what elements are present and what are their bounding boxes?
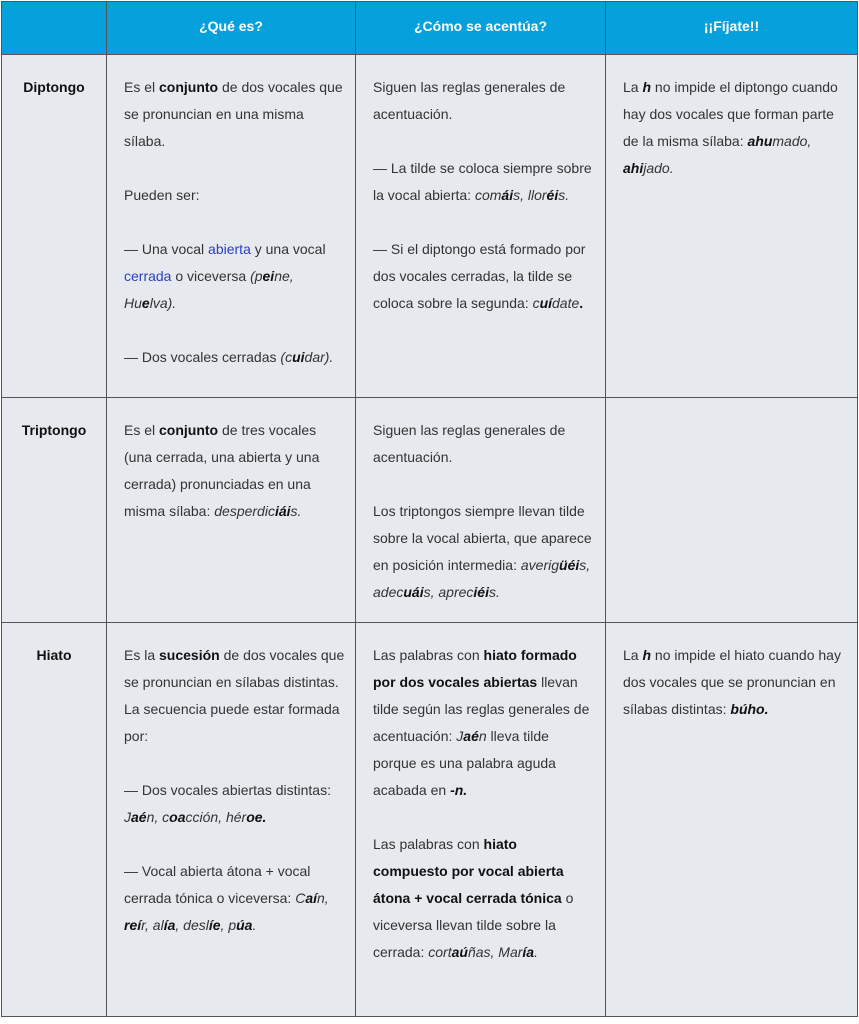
cell-diptongo-acentua <box>356 55 606 398</box>
text-paragraph: La h no impide el hiato cuando hay dos vocales que se pronuncian en sílabas distintas: búho. <box>623 647 841 717</box>
cell-triptongo-fijate-empty <box>606 398 858 623</box>
header-row <box>2 2 858 55</box>
text-paragraph: Las palabras con hiato compuesto por vocal abierta átona + vocal cerrada tónica o viceversa llevan tilde sobre la cerrada: cortaúñas, María. <box>373 836 574 960</box>
text-paragraph: Los triptongos siempre llevan tilde sobre la vocal abierta, que aparece en posición intermedia: averigüéis, adecuáis, apreciéis. <box>373 503 592 600</box>
header-empty <box>2 2 107 55</box>
accent-rules-table <box>1 1 858 1017</box>
text-paragraph: Es el conjunto de dos vocales que se pronuncian en una misma sílaba. <box>124 79 343 149</box>
text-paragraph: Siguen las reglas generales de acentuación. <box>373 422 566 465</box>
cell-triptongo-que-es <box>107 398 356 623</box>
row-label-hiato: Hiato <box>2 623 107 1017</box>
header-fijate: ¡¡Fíjate!! <box>606 2 858 55</box>
table-row-hiato <box>2 623 858 1017</box>
text-paragraph: — Dos vocales cerradas (cuidar). <box>124 349 334 365</box>
text-paragraph: La h no impide el diptongo cuando hay dos vocales que forman parte de la misma sílaba: ahumado, ahijado. <box>623 79 838 176</box>
text-paragraph: Es la sucesión de dos vocales que se pronuncian en sílabas distintas. La secuencia puede estar formada por: <box>124 647 345 744</box>
text-paragraph: — Dos vocales abiertas distintas: Jaén, coacción, héroe. <box>124 782 331 825</box>
text-paragraph: — Vocal abierta átona + vocal cerrada tónica o viceversa: Caín, reír, alía, deslíe, púa. <box>124 863 329 933</box>
table-row-triptongo <box>2 398 858 623</box>
cell-hiato-fijate <box>606 623 858 1017</box>
table-row-diptongo <box>2 55 858 398</box>
cell-hiato-que-es <box>107 623 356 1017</box>
text-paragraph: — Una vocal abierta y una vocal cerrada o viceversa (peine, Huelva). <box>124 241 326 311</box>
cell-hiato-acentua <box>356 623 606 1017</box>
text-paragraph: — Si el diptongo está formado por dos vocales cerradas, la tilde se coloca sobre la segunda: cuídate. <box>373 241 586 311</box>
header-como-se-acentua: ¿Cómo se acentúa? <box>356 2 606 55</box>
header-que-es: ¿Qué es? <box>107 2 356 55</box>
text-paragraph: — La tilde se coloca siempre sobre la vocal abierta: comáis, lloréis. <box>373 160 592 203</box>
cell-diptongo-fijate <box>606 55 858 398</box>
row-label-triptongo: Triptongo <box>2 398 107 623</box>
text-paragraph: Las palabras con hiato formado por dos vocales abiertas llevan tilde según las reglas generales de acentuación: Jaén lleva tilde porque es una palabra aguda acabada en -n. <box>373 647 590 798</box>
text-paragraph: Siguen las reglas generales de acentuación. <box>373 79 566 122</box>
cell-triptongo-acentua <box>356 398 606 623</box>
cell-diptongo-que-es <box>107 55 356 398</box>
row-label-diptongo: Diptongo <box>2 55 107 398</box>
text-paragraph: Es el conjunto de tres vocales (una cerrada, una abierta y una cerrada) pronunciadas en una misma sílaba: desperdiciáis. <box>124 422 320 519</box>
text-paragraph: Pueden ser: <box>124 187 200 203</box>
